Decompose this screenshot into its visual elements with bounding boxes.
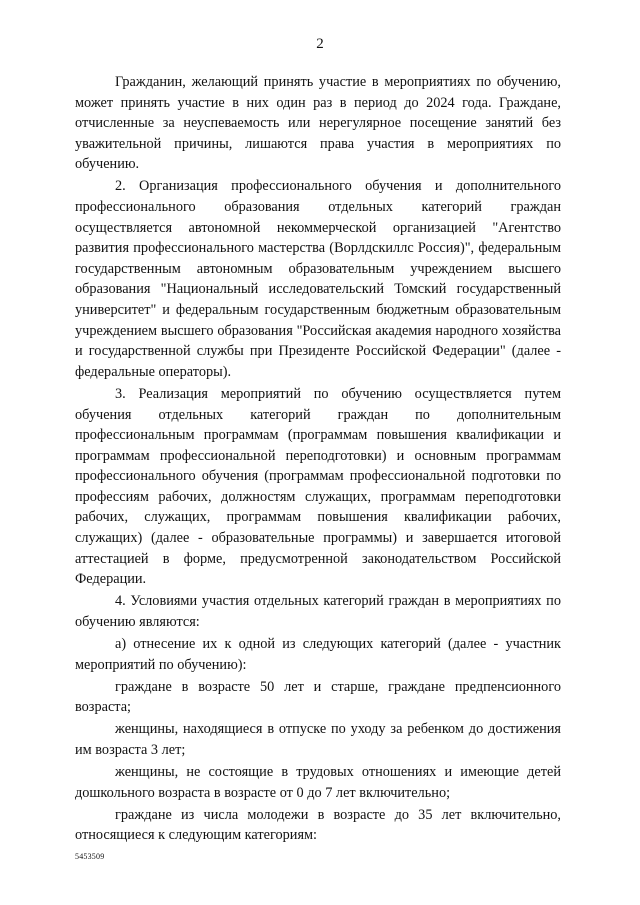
paragraph-category-50-plus: граждане в возрасте 50 лет и старше, граждане предпенсионного возраста; [75, 678, 561, 716]
paragraph-category-assignment: а) отнесение их к одной из следующих категорий (далее - участник мероприятий по обучению): [75, 636, 561, 673]
page-number: 2 [316, 36, 324, 52]
paragraph-category-youth: граждане из числа молодежи в возрасте до 35 лет включительно, относящиеся к следующим категориям: [75, 806, 561, 844]
paragraph-category-unemployed-mothers: женщины, не состоящие в трудовых отношениях и имеющие детей дошкольного возраста в возрасте от 0 до 7 лет включительно; [75, 764, 561, 801]
paragraph-training-programs: 3. Реализация мероприятий по обучению осуществляется путем обучения отдельных категорий граждан по дополнительным профессиональным программам (программам повышения квалификации и программам профессиональной переподготовки) и основным программам профессионального обучения (программам профессиональной подготовки по профессиям рабочих, должностям служащих, программам переподготовки рабочих, служащих, программам повышения квалификации рабочих, служащих) (далее - образовательные программы) и завершается итоговой аттестацией в форме, предусмотренной законодательством Российской Федерации. [75, 385, 561, 588]
document-body [75, 72, 561, 846]
paragraph-category-parental-leave: женщины, находящиеся в отпуске по уходу за ребенком до достижения им возраста 3 лет; [75, 721, 561, 758]
paragraph-federal-operators: 2. Организация профессионального обучения и дополнительного профессионального образования отдельных категорий граждан осуществляется автономной некоммерческой организацией "Агентство развития профессионального мастерства (Ворлдскиллс Россия)", федеральным государственным автономным образовательным учреждением высшего образования "Национальный исследовательский Томский государственный университет" и федеральным государственным бюджетным образовательным учреждением высшего образования "Российская академия народного хозяйства и государственной службы при Президенте Российской Федерации" (далее - федеральные операторы). [75, 178, 561, 380]
paragraph-participation-conditions: 4. Условиями участия отдельных категорий граждан в мероприятиях по обучению являются: [75, 593, 561, 630]
paragraph-participation-limit: Гражданин, желающий принять участие в мероприятиях по обучению, может принять участие в них один раз в период до 2024 года. Граждане, отчисленные за неуспеваемость или нерегулярное посещение занятий без уважительной причины, лишаются права участия в мероприятиях по обучению. [75, 74, 561, 173]
document-code: 5453509 [75, 852, 105, 861]
